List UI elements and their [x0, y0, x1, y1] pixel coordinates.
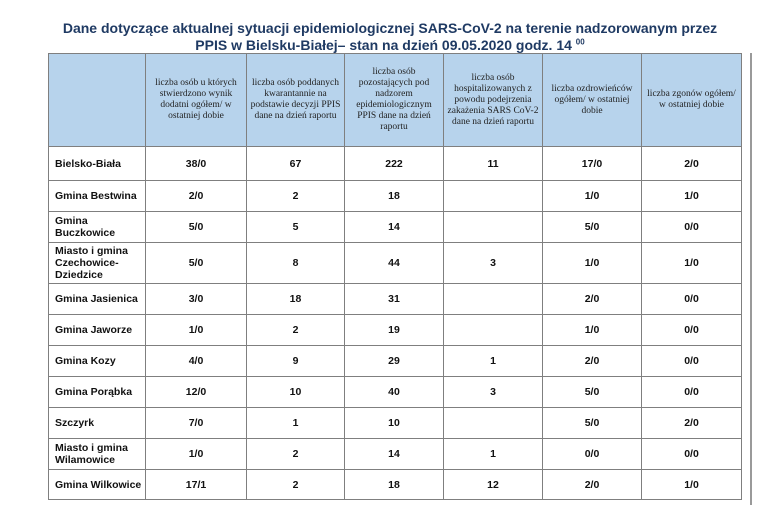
column-header: [49, 54, 146, 147]
table-cell: 1/0: [543, 243, 642, 284]
document-title: [0, 20, 780, 54]
table-cell: 10: [247, 377, 345, 408]
table-cell: 5/0: [146, 212, 247, 243]
table-cell: 1/0: [642, 181, 742, 212]
table-cell: 0/0: [642, 377, 742, 408]
table-cell: 14: [345, 439, 444, 470]
table-cell: 1/0: [642, 243, 742, 284]
table-cell: 0/0: [642, 212, 742, 243]
table-cell: 31: [345, 284, 444, 315]
table-cell: 14: [345, 212, 444, 243]
table-cell: [444, 212, 543, 243]
table-cell: 40: [345, 377, 444, 408]
table-row: [49, 439, 742, 470]
title-time-superscript: 00: [575, 37, 585, 47]
table-cell: [444, 315, 543, 346]
table-cell: 0/0: [642, 346, 742, 377]
table-cell: 2/0: [543, 470, 642, 500]
table-cell: 1/0: [146, 315, 247, 346]
column-header: liczba osób pozostających pod nadzorem epidemiologicznym PPIS dane na dzień raportu: [345, 54, 444, 147]
right-edge-shadow: [750, 53, 752, 505]
column-header: liczba osób hospitalizowanych z powodu podejrzenia zakażenia SARS CoV-2 dane na dzień raportu: [444, 54, 543, 147]
table-cell: 5/0: [543, 408, 642, 439]
table-cell: 19: [345, 315, 444, 346]
table-cell: 18: [345, 470, 444, 500]
table-cell: 1: [444, 439, 543, 470]
table-cell: 5/0: [146, 243, 247, 284]
table-cell: 4/0: [146, 346, 247, 377]
table-cell: 29: [345, 346, 444, 377]
table-cell: 5: [247, 212, 345, 243]
municipality-name: Miasto i gmina Czechowice-Dziedzice: [49, 243, 146, 284]
table-cell: 2: [247, 470, 345, 500]
table-cell: [444, 408, 543, 439]
municipality-name: Gmina Jasienica: [49, 284, 146, 315]
table-row: [49, 243, 742, 284]
municipality-name: Gmina Buczkowice: [49, 212, 146, 243]
table-cell: 2/0: [146, 181, 247, 212]
table-row: [49, 346, 742, 377]
table-row: [49, 181, 742, 212]
table-row: [49, 315, 742, 346]
table-cell: 3/0: [146, 284, 247, 315]
table-row: [49, 147, 742, 181]
table-cell: 0/0: [543, 439, 642, 470]
table-cell: 38/0: [146, 147, 247, 181]
column-header: liczba zgonów ogółem/ w ostatniej dobie: [642, 54, 742, 147]
table-cell: 0/0: [642, 284, 742, 315]
table-cell: 1/0: [543, 315, 642, 346]
table-cell: 18: [345, 181, 444, 212]
table-cell: 11: [444, 147, 543, 181]
header-row: [49, 54, 742, 147]
table-row: [49, 470, 742, 500]
table-cell: 12/0: [146, 377, 247, 408]
table-cell: 12: [444, 470, 543, 500]
table-cell: 44: [345, 243, 444, 284]
table-cell: [444, 284, 543, 315]
table-cell: 2/0: [642, 408, 742, 439]
title-line-1: Dane dotyczące aktualnej sytuacji epidemiologicznej SARS-CoV-2 na terenie nadzorowanym przez: [62, 20, 718, 36]
municipality-name: Gmina Kozy: [49, 346, 146, 377]
table-cell: [444, 181, 543, 212]
table-row: [49, 284, 742, 315]
table-cell: 3: [444, 243, 543, 284]
municipality-name: Bielsko-Biała: [49, 147, 146, 181]
table-cell: 2/0: [543, 346, 642, 377]
table-cell: 1: [444, 346, 543, 377]
table-cell: 222: [345, 147, 444, 181]
table-cell: 8: [247, 243, 345, 284]
table-cell: 1/0: [543, 181, 642, 212]
table-cell: 0/0: [642, 315, 742, 346]
table-row: [49, 377, 742, 408]
municipality-name: Gmina Wilkowice: [49, 470, 146, 500]
table-cell: 7/0: [146, 408, 247, 439]
table-row: [49, 408, 742, 439]
table-cell: 1/0: [642, 470, 742, 500]
column-header: liczba osób poddanych kwarantannie na podstawie decyzji PPIS dane na dzień raportu: [247, 54, 345, 147]
municipality-name: Gmina Bestwina: [49, 181, 146, 212]
epidemiological-table: [48, 53, 742, 500]
table-cell: 3: [444, 377, 543, 408]
table-cell: 17/0: [543, 147, 642, 181]
table-cell: 18: [247, 284, 345, 315]
column-header: liczba ozdrowieńców ogółem/ w ostatniej dobie: [543, 54, 642, 147]
title-line-2: [0, 37, 780, 54]
column-header: liczba osób u których stwierdzono wynik dodatni ogółem/ w ostatniej dobie: [146, 54, 247, 147]
table-cell: 17/1: [146, 470, 247, 500]
table-cell: 5/0: [543, 377, 642, 408]
table-cell: 1/0: [146, 439, 247, 470]
table-cell: 2/0: [642, 147, 742, 181]
municipality-name: Szczyrk: [49, 408, 146, 439]
table-cell: 0/0: [642, 439, 742, 470]
table-cell: 1: [247, 408, 345, 439]
table-row: [49, 212, 742, 243]
table-cell: 5/0: [543, 212, 642, 243]
table-cell: 2: [247, 439, 345, 470]
title-line-2-text: PPIS w Bielsku-Białej– stan na dzień 09.05.2020 godz. 14: [195, 37, 572, 53]
table-cell: 9: [247, 346, 345, 377]
municipality-name: Gmina Jaworze: [49, 315, 146, 346]
table-cell: 2: [247, 315, 345, 346]
municipality-name: Gmina Porąbka: [49, 377, 146, 408]
table-cell: 2/0: [543, 284, 642, 315]
table-cell: 67: [247, 147, 345, 181]
municipality-name: Miasto i gmina Wilamowice: [49, 439, 146, 470]
table-cell: 10: [345, 408, 444, 439]
table-cell: 2: [247, 181, 345, 212]
